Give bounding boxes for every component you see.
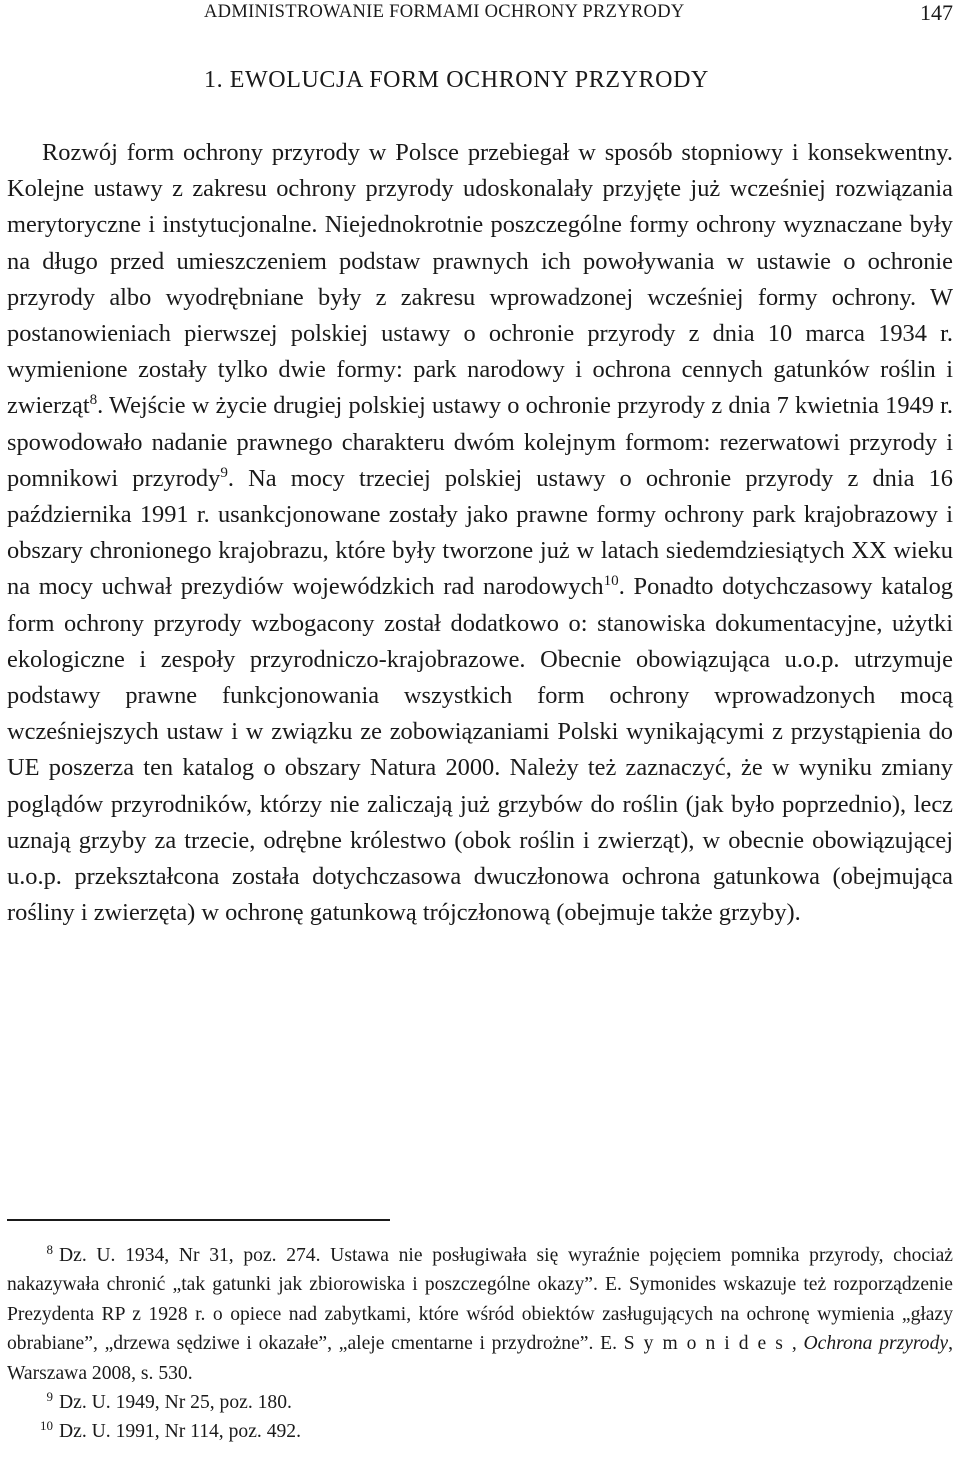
footnote-text: Dz. U. 1934, Nr 31, poz. 274. Ustawa nie posługiwała się wyraźnie pojęciem pomnika przyrody, chociaż nakazywała chronić „tak gatunki jak zbiorowiska i poszczególne okazy”. E. Symonides wskazuje też rozporządzenie Prezydenta RP z 1928 r. o opiece nad zabytkami, które wśród obiektów zasługujących na ochronę wymienia „głazy obrabiane”, „drzewa sędziwe i okazałe”, „aleje cmentarne i przydrożne”. E.	[7, 1245, 953, 1355]
body-text-segment: Rozwój form ochrony przyrody w Polsce przebiegał w sposób stopniowy i konsekwentny. Kolejne ustawy z zakresu ochrony przyrody udoskonalały przyjęte już wcześniej rozwiązania merytoryczne i instytucjonalne. Niejednokrotnie poszczególne formy ochrony wyznaczane były na długo przed umieszczeniem podstaw prawnych ich powoływania w ustawie o ochronie przyrody albo wyodrębniane były z zakresu wprowadzonej wcześniej formy ochrony. W postanowieniach pierwszej polskiej ustawy o ochronie przyrody z dnia 10 marca 1934 r. wymienione zostały tylko dwie formy: park narodowy i ochrona cennych gatunków roślin i zwierząt	[7, 139, 953, 420]
footnotes	[7, 1241, 953, 1447]
footnote-9: 9 Dz. U. 1949, Nr 25, poz. 180.	[46, 1389, 292, 1414]
document-page	[7, 0, 953, 1483]
footnote-author: Symonides	[623, 1333, 792, 1355]
body-text-segment: . Ponadto dotychczasowy katalog form ochrony przyrody wzbogacony został dodatkowo o: stanowiska dokumentacyjne, użytki ekologiczne i zespoły przyrodniczo-krajobrazowe. Obecnie obowiązująca u.o.p. utrzymuje podstawy prawne funkcjonowania wszystkich form ochrony wprowadzonych mocą wcześniejszych ustaw i w związku ze zobowiązaniami Polski wynikającymi z przystąpienia do UE poszerza ten katalog o obszary Natura 2000. Należy też zaznaczyć, że w wyniku zmiany poglądów przyrodników, którzy nie zaliczają już grzybów do roślin (jak było poprzednio), lecz uznają grzyby za trzecie, odrębne królestwo (obok roślin i zwierząt), w obecnie obowiązującej u.o.p. przekształcona została dotychczasowa dwuczłonowa ochrona gatunkowa (obejmująca rośliny i zwierzęta) w ochronę gatunkową trójczłonową (obejmuje także grzyby).	[7, 573, 953, 927]
footnote-cited-title: Ochrona przyrody	[803, 1333, 949, 1355]
body-text-segment: . Na mocy trzeciej polskiej ustawy o ochronie przyrody z dnia 16 października 1991 r. usankcjonowane zostały jako prawne formy ochrony park krajobrazowy i obszary chronionego krajobrazu, które były tworzone już w latach siedemdziesiątych XX wieku na mocy uchwał prezydiów wojewódzkich rad narodowych	[7, 464, 954, 601]
page-number: 147	[920, 0, 953, 25]
footnote-ref-8[interactable]: 8	[89, 392, 98, 409]
running-title: ADMINISTROWANIE FORMAMI OCHRONY PRZYRODY	[204, 2, 685, 22]
body-text-segment: . Wejście w życie drugiej polskiej ustawy o ochronie przyrody z dnia 7 kwietnia 1949 r. spowodowało nadanie prawnego charakteru dwóm kolejnym formom: rezerwatowi przyrody i pomnikowi przyrody	[7, 392, 953, 492]
footnote-separator	[7, 1219, 390, 1221]
footnote-text: , Warszawa 2008, s. 530.	[7, 1333, 953, 1384]
footnote-ref-9[interactable]: 9	[220, 464, 228, 481]
footnote-text: Dz. U. 1991, Nr 114, poz. 492.	[59, 1421, 301, 1443]
footnote-text: Dz. U. 1949, Nr 25, poz. 180.	[59, 1392, 292, 1414]
section-heading: 1. EWOLUCJA FORM OCHRONY PRZYRODY	[204, 67, 709, 93]
running-head	[7, 0, 953, 28]
footnote-10: 10 Dz. U. 1991, Nr 114, poz. 492.	[40, 1418, 301, 1443]
footnote-ref-10[interactable]: 10	[603, 573, 619, 590]
footnote-8: 8 Dz. U. 1934, Nr 31, poz. 274. Ustawa nie posługiwała się wyraźnie pojęciem pomnika przyrody, chociaż nakazywała chronić „tak gatunki jak zbiorowiska i poszczególne okazy”. E. Symonides wskazuje też rozporządzenie Prezydenta RP z 1928 r. o opiece nad zabytkami, które wśród obiektów zasługujących na ochronę wymienia „głazy obrabiane”, „drzewa sędziwe i okazałe”, „aleje cmentarne i przydrożne”. E. Symonides, Ochrona przyrody, Warszawa 2008, s. 530.	[7, 1242, 953, 1384]
body-paragraph	[7, 135, 953, 931]
footnote-text: ,	[791, 1333, 804, 1355]
